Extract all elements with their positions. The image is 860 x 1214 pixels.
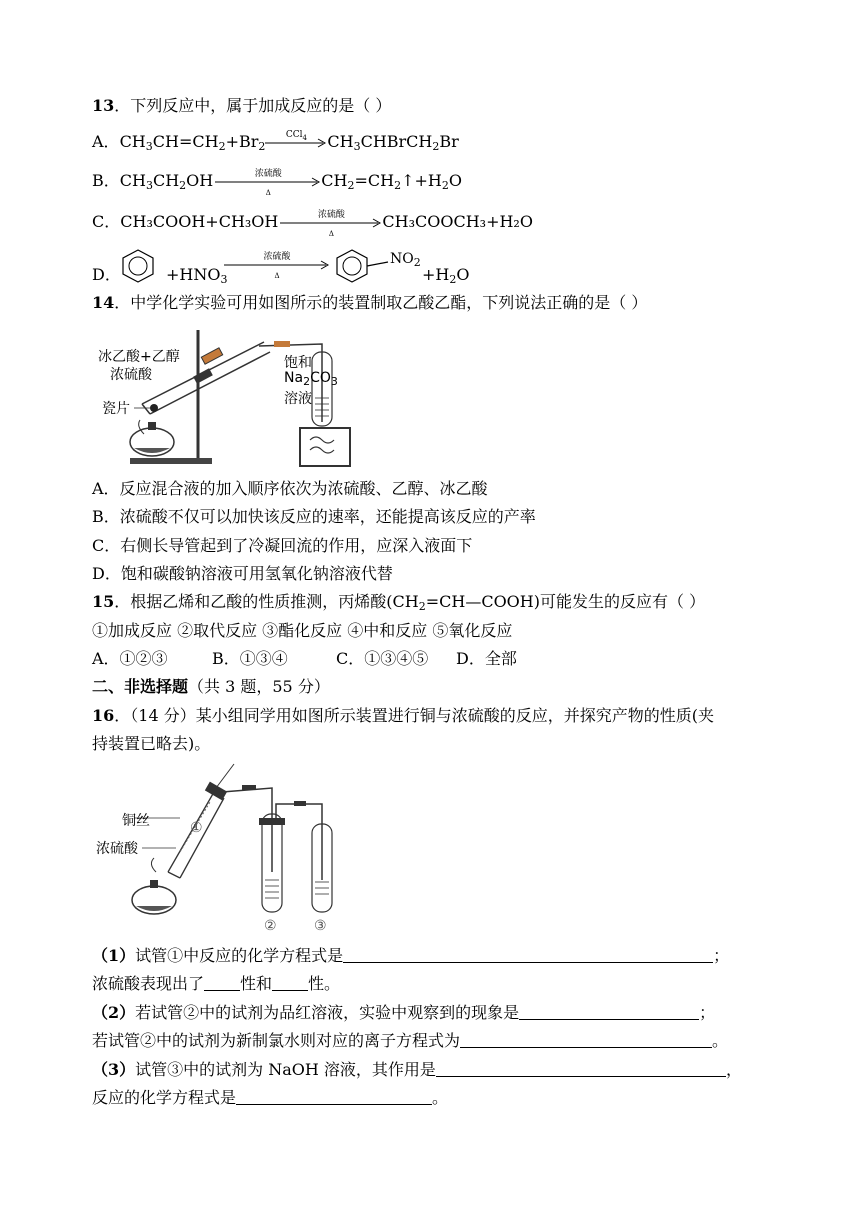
figure-label-reagents: 冰乙酸+乙醇 <box>98 349 180 365</box>
question-number: 15 <box>92 592 115 611</box>
q16-part3-line2 <box>92 1087 448 1109</box>
question-text: ．下列反应中，属于加成反应的是（ ） <box>114 96 392 115</box>
reaction-arrow <box>224 252 330 280</box>
part-text: 若试管②中的试剂为品红溶液，实验中观察到的现象是 <box>135 1003 520 1022</box>
figure-label-acid: 浓硫酸 <box>110 367 152 383</box>
question-text: ．（14 分）某小组同学用如图所示装置进行铜与浓硫酸的反应，并探究产物的性质(夹 <box>114 706 714 725</box>
f-sub: 3 <box>145 140 153 153</box>
q16-stem-line2: 持装置已略去)。 <box>92 734 211 753</box>
f: OH <box>186 171 214 190</box>
section-title: 二、非选择题 <box>92 677 189 696</box>
q16-part1-line1 <box>92 945 729 967</box>
punct: 。 <box>712 1031 729 1050</box>
q14-option-b: B．浓硫酸不仅可以加快该反应的速率，还能提高该反应的产率 <box>92 507 536 526</box>
option-label: A． <box>92 132 120 151</box>
formula-rhs: CH₃COOCH₃+H₂O <box>382 212 533 231</box>
arrow-icon <box>280 218 382 228</box>
reaction-arrow <box>265 129 327 154</box>
question-text: ．根据乙烯和乙酸的性质推测，丙烯酸(CH <box>114 592 419 611</box>
f: =CH <box>354 171 395 190</box>
q15-option-a: A．①②③ <box>92 649 168 668</box>
f: CH <box>119 132 146 151</box>
q16-part2-line1 <box>92 1002 715 1024</box>
arrow-icon <box>215 177 321 187</box>
f: O <box>448 171 462 190</box>
f: CH <box>152 171 180 190</box>
nitrobenzene-ring-icon <box>332 248 392 284</box>
punct: ， <box>725 1060 742 1079</box>
figure-label-tube3: ③ <box>314 918 327 934</box>
benzene-ring-icon <box>118 248 158 284</box>
f-sub: 2 <box>179 179 187 192</box>
arrow-icon <box>224 260 330 270</box>
q16-part2-line2 <box>92 1030 728 1052</box>
part-text: 若试管②中的试剂为新制氯水则对应的离子方程式为 <box>92 1031 461 1050</box>
part-text: 反应的化学方程式是 <box>92 1088 237 1107</box>
arrow-heat: Δ <box>265 188 271 197</box>
f-sub: 2 <box>347 179 355 192</box>
arrow-condition: 浓硫酸 <box>317 209 345 220</box>
q15-option-d: D．全部 <box>456 649 517 668</box>
question-number: 13 <box>92 96 115 115</box>
part-text: 试管①中反应的化学方程式是 <box>135 946 344 965</box>
f: Na <box>284 370 304 386</box>
q14-option-a: A．反应混合液的加入顺序依次为浓硫酸、乙醇、冰乙酸 <box>92 479 488 498</box>
formula-tail <box>422 264 469 286</box>
question-number: 16 <box>92 706 115 725</box>
f: +H <box>422 265 450 284</box>
question-text: =CH—COOH)可能发生的反应有（ ） <box>425 592 706 611</box>
q14-stem <box>92 292 647 314</box>
q15-options <box>92 648 517 670</box>
q13-option-b <box>92 168 462 197</box>
reaction-arrow <box>215 168 321 197</box>
q15-reaction-list: ①加成反应 ②取代反应 ③酯化反应 ④中和反应 ⑤氧化反应 <box>92 621 513 640</box>
formula-lhs <box>120 132 266 151</box>
f: NO <box>390 251 414 267</box>
q16-stem-line1 <box>92 705 714 727</box>
arrow-heat: Δ <box>274 272 280 280</box>
part-text: 性和 <box>240 974 273 993</box>
q16-part3-line1 <box>92 1059 742 1081</box>
f: CH <box>327 132 354 151</box>
q13-option-a <box>92 131 459 154</box>
q13-stem <box>92 95 391 117</box>
f: CO <box>310 370 331 386</box>
figure-label-saturated: 饱和 <box>284 355 312 371</box>
f-sub: 3 <box>145 179 153 192</box>
formula-rhs <box>327 132 458 151</box>
part-number: （3） <box>92 1060 136 1079</box>
option-label: C． <box>92 212 121 231</box>
figure-label-tube2: ② <box>264 918 277 934</box>
arrow-icon <box>265 138 327 148</box>
figure-label-acid: 浓硫酸 <box>96 841 138 857</box>
q15-option-c: C．①③④⑤ <box>336 649 429 668</box>
punct: ； <box>699 1003 716 1022</box>
f-sub: 2 <box>449 273 457 286</box>
arrow-condition: 浓硫酸 <box>263 252 291 262</box>
f: O <box>456 265 470 284</box>
f-sub: 2 <box>258 140 266 153</box>
arrow-heat: Δ <box>328 229 334 238</box>
nitro-group-label <box>390 248 421 270</box>
part-text: 试管③中的试剂为 NaOH 溶液，其作用是 <box>135 1060 436 1079</box>
f: CH <box>119 171 146 190</box>
copper-acid-apparatus-figure <box>96 762 346 940</box>
f-sub: 2 <box>394 179 402 192</box>
f: +Br <box>225 132 259 151</box>
question-text: ．中学化学实验可用如图所示的装置制取乙酸乙酯，下列说法正确的是（ ） <box>114 293 648 312</box>
f-sub: 2 <box>413 256 421 269</box>
part-text: 性。 <box>308 974 341 993</box>
question-number: 14 <box>92 293 115 312</box>
answer-blank[interactable] <box>343 946 713 963</box>
q13-option-c <box>92 209 533 238</box>
option-label: B． <box>92 171 120 190</box>
q14-option-c: C．右侧长导管起到了冷凝回流的作用，应深入液面下 <box>92 536 473 555</box>
part-number: （2） <box>92 1003 136 1022</box>
q14-option-d: D．饱和碳酸钠溶液可用氢氧化钠溶液代替 <box>92 564 393 583</box>
formula-mid <box>166 264 227 286</box>
figure-label-chips: 瓷片 <box>102 401 130 417</box>
answer-blank[interactable] <box>236 1088 432 1105</box>
f-sub: 3 <box>353 140 361 153</box>
formula-rhs <box>321 171 462 190</box>
answer-blank[interactable] <box>272 974 308 991</box>
f: Br <box>439 132 459 151</box>
f-sub: 2 <box>303 375 311 388</box>
formula-lhs <box>120 171 213 190</box>
punct: 。 <box>432 1088 449 1107</box>
f: CHBrCH <box>360 132 433 151</box>
arrow-condition: 浓硫酸 <box>254 168 282 179</box>
q15-stem <box>92 591 705 613</box>
arrow-condition: CCl$_4$ <box>285 129 307 142</box>
q16-part1-line2 <box>92 973 340 995</box>
section-note: （共 3 题，55 分） <box>188 677 330 696</box>
q15-option-b: B．①③④ <box>212 649 288 668</box>
f: ↑+H <box>401 171 442 190</box>
ester-apparatus-figure <box>94 322 354 472</box>
figure-label-na2co3 <box>284 370 338 386</box>
option-label: D． <box>92 265 121 284</box>
f: +HNO <box>166 265 221 284</box>
f: CH <box>321 171 348 190</box>
f-sub: 2 <box>432 140 440 153</box>
f-sub: 2 <box>441 179 449 192</box>
answer-blank[interactable] <box>519 1003 699 1020</box>
answer-blank[interactable] <box>436 1060 726 1077</box>
answer-blank[interactable] <box>460 1031 712 1048</box>
figure-label-solution: 溶液 <box>284 391 312 407</box>
f-sub: 2 <box>218 140 226 153</box>
f-sub: 3 <box>220 273 228 286</box>
figure-label-copper: 铜丝 <box>122 813 150 829</box>
part-number: （1） <box>92 946 136 965</box>
f: CH=CH <box>152 132 219 151</box>
figure-label-tube1: ① <box>190 820 203 836</box>
formula-lhs: CH₃COOH+CH₃OH <box>120 212 279 231</box>
reaction-arrow <box>280 209 382 238</box>
punct: ； <box>713 946 730 965</box>
part-text: 浓硫酸表现出了 <box>92 974 205 993</box>
apparatus-drawing <box>94 322 354 472</box>
section-heading <box>92 676 330 698</box>
answer-blank[interactable] <box>204 974 240 991</box>
f-sub: 2 <box>418 600 426 613</box>
f-sub: 3 <box>330 375 338 388</box>
